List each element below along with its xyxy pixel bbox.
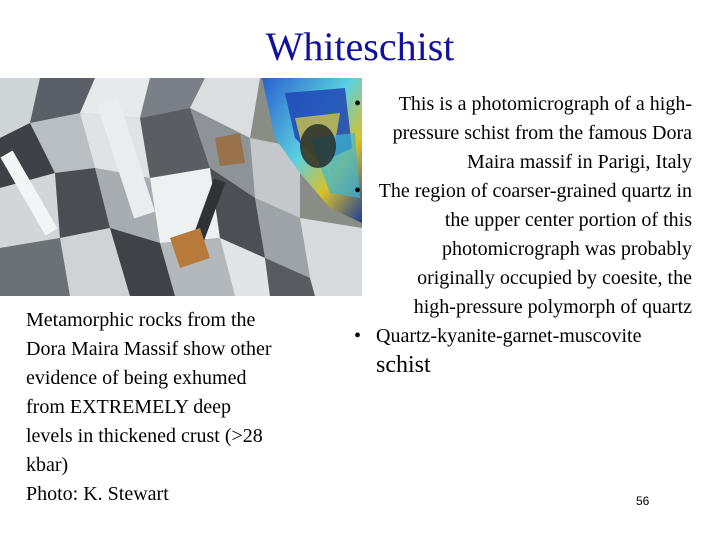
bullet-text: Quartz-kyanite-garnet-muscovite <box>376 325 642 347</box>
bullet-item <box>342 322 692 381</box>
photo-caption: Metamorphic rocks from the Dora Maira Massif show other evidence of being exhumed from EXTREMELY deep levels in thickened crust (>28 kbar) Photo: K. Stewart <box>26 309 272 505</box>
bullet-text-large: schist <box>376 352 431 378</box>
bullet-item <box>342 90 692 177</box>
bullet-text: This is a photomicrograph of a high-pressure schist from the famous Dora Maira massif in Parigi, Italy <box>392 93 692 173</box>
slide-title: Whiteschist <box>265 24 455 69</box>
bullet-dot-icon: • <box>354 180 362 202</box>
bullet-text: The region of coarser-grained quartz in the upper center portion of this photomicrograph was probably originally occupied by coesite, the high-pressure polymorph of quartz <box>378 180 692 318</box>
bullet-dot-icon: • <box>354 93 362 115</box>
page-number: 56 <box>636 494 650 508</box>
bullet-dot-icon: • <box>354 325 362 347</box>
photomicrograph-image <box>0 78 362 296</box>
bullet-list <box>342 90 692 381</box>
bullet-item <box>342 177 692 322</box>
